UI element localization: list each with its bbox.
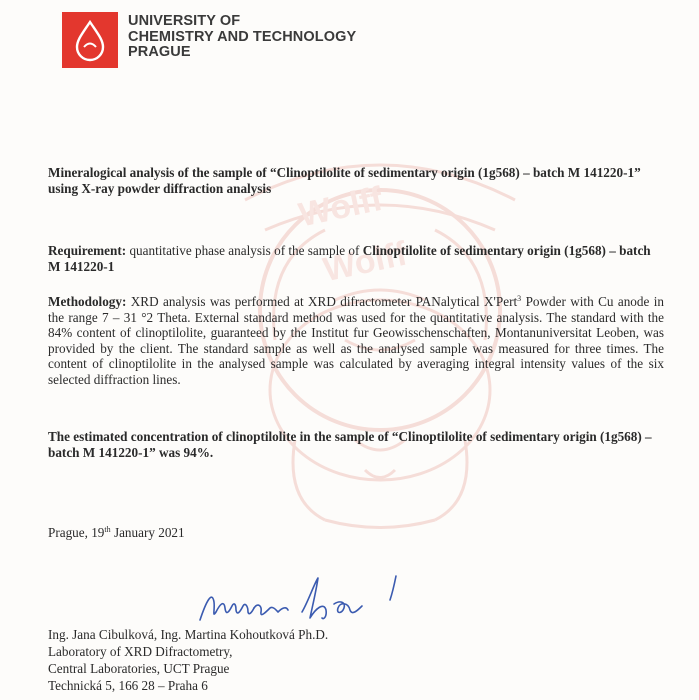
requirement-paragraph [48, 243, 664, 274]
date-superscript: th [104, 525, 111, 534]
university-name-line1: UNIVERSITY OF [128, 13, 241, 29]
svg-text:Wolff: Wolff [295, 179, 386, 235]
methodology-superscript: 3 [517, 294, 522, 303]
methodology-text-2: Powder with Cu anode in the range 7 – 31 °2 Theta. External standard method was used for the quantitative analysis. The standard with the 84% content of clinoptilolite, guaranteed by the Institut fur Geowisschenschaften, Montanuniversitat Leoben, was provided by the client. The standard sample as well as the analysed sample was measured for three times. The content of clinoptilolite in the analysed sample was calculated by averaging integral intensity values of the six selected diffraction lines. [48, 294, 664, 387]
letterhead [62, 12, 356, 68]
signatories-block [48, 626, 328, 694]
requirement-text: quantitative phase analysis of the sample of [126, 243, 363, 258]
signatories-address: Technická 5, 166 28 – Praha 6 [48, 678, 208, 693]
signatories-dept: Central Laboratories, UCT Prague [48, 661, 230, 676]
signatories-names: Ing. Jana Cibulková, Ing. Martina Kohoutková Ph.D. [48, 627, 329, 642]
svg-text:Wolff: Wolff [319, 234, 411, 290]
requirement-label: Requirement: [48, 243, 127, 258]
document-title: Mineralogical analysis of the sample of “Clinoptilolite of sedimentary origin (1g568) – batch M 141220-1” using X-ray powder diffraction analysis [48, 165, 641, 196]
methodology-label: Methodology: [48, 294, 127, 309]
conclusion-paragraph: The estimated concentration of clinoptilolite in the sample of “Clinoptilolite of sedimentary origin (1g568) – batch M 141220-1” was 94%. [48, 429, 652, 460]
methodology-text-1: XRD analysis was performed at XRD difractometer PANalytical X'Pert [126, 294, 518, 309]
university-name-line2: CHEMISTRY AND TECHNOLOGY [128, 28, 357, 45]
university-name [128, 14, 356, 61]
flask-drop-icon [70, 18, 110, 62]
handwritten-signature [198, 572, 413, 632]
requirement-sample: Clinoptilolite of sedimentary origin (1g568) – batch M 141220-1 [48, 243, 651, 274]
university-logo [62, 12, 118, 68]
methodology-paragraph [48, 294, 664, 387]
university-name-line3: PRAGUE [128, 44, 191, 60]
date-prefix: Prague, 19 [48, 525, 105, 540]
signatories-lab: Laboratory of XRD Difractometry, [48, 644, 233, 659]
date-suffix: January 2021 [110, 525, 185, 540]
document-date [48, 525, 185, 541]
